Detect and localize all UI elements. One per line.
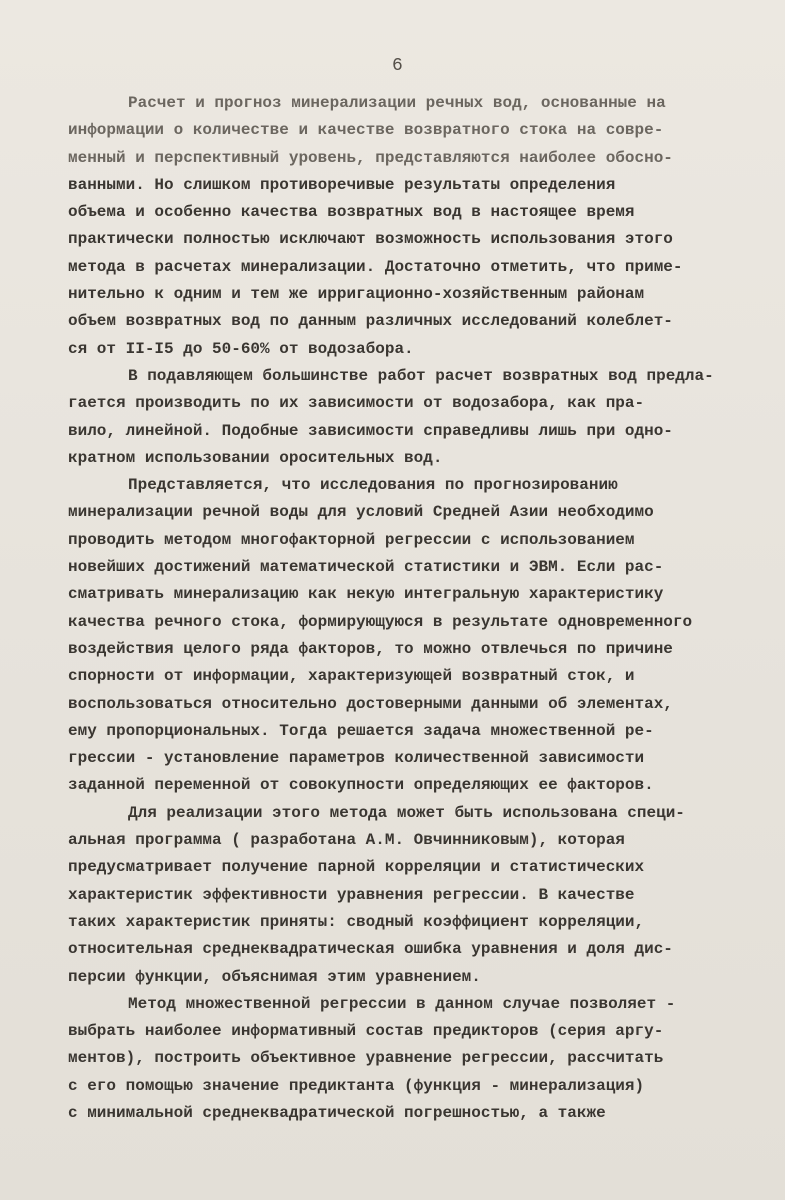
text-line: Расчет и прогноз минерализации речных вод, основанные на <box>128 94 666 112</box>
text-line: альная программа ( разработана А.М. Овчинниковым), которая <box>68 831 625 850</box>
text-line: Представляется, что исследования по прогнозированию <box>128 476 618 495</box>
page-number: 6 <box>392 56 403 76</box>
text-line: с минимальной среднеквадратической погрешностью, а также <box>68 1103 606 1122</box>
text-line: персии функции, объяснимая этим уравнением. <box>68 967 481 986</box>
text-line: проводить методом многофакторной регрессии с использованием <box>68 530 635 549</box>
text-line: с его помощью значение предиктанта (функция - минерализация) <box>68 1076 645 1095</box>
text-line: предусматривает получение парной корреляции и статистических <box>68 858 645 877</box>
document-body <box>68 90 768 1127</box>
text-line: грессии - установление параметров количественной зависимости <box>68 749 645 768</box>
text-line: нительно к одним и тем же ирригационно-хозяйственным районам <box>68 285 645 304</box>
text-line: ся от II-I5 до 50-60% от водозабора. <box>68 339 414 358</box>
text-line: менный и перспективный уровень, представляются наиболее обосно- <box>68 148 673 167</box>
text-line: сматривать минерализацию как некую интегральную характеристику <box>68 585 664 604</box>
text-line: Для реализации этого метода может быть использована специ- <box>128 803 685 822</box>
text-line: ему пропорциональных. Тогда решается задача множественной ре- <box>68 721 654 740</box>
text-line: кратном использовании оросительных вод. <box>68 448 443 467</box>
text-line: спорности от информации, характеризующей возвратный сток, и <box>68 667 635 686</box>
text-line: новейших достижений математической статистики и ЭВМ. Если рас- <box>68 558 664 577</box>
text-line: ментов), построить объективное уравнение регрессии, рассчитать <box>68 1049 664 1068</box>
text-line: практически полностью исключают возможность использования этого <box>68 230 673 249</box>
text-line: информации о количестве и качестве возвратного стока на совре- <box>68 121 664 140</box>
text-line: метода в расчетах минерализации. Достаточно отметить, что приме- <box>68 257 683 276</box>
text-line: таких характеристик приняты: сводный коэффициент корреляции, <box>68 912 645 931</box>
text-line: заданной переменной от совокупности определяющих ее факторов. <box>68 776 654 795</box>
text-line: объем возвратных вод по данным различных исследований колеблет- <box>68 312 673 331</box>
text-line: ванными. Но слишком противоречивые результаты определения <box>68 175 616 194</box>
text-line: выбрать наиболее информативный состав предикторов (серия аргу- <box>68 1022 664 1041</box>
text-line: вило, линейной. Подобные зависимости справедливы лишь при одно- <box>68 421 673 440</box>
text-line: качества речного стока, формирующуюся в результате одновременного <box>68 612 693 631</box>
text-line: Метод множественной регрессии в данном случае позволяет - <box>128 994 676 1013</box>
text-line: относительная среднеквадратическая ошибка уравнения и доля дис- <box>68 940 673 959</box>
text-line: минерализации речной воды для условий Средней Азии необходимо <box>68 503 654 522</box>
text-line: объема и особенно качества возвратных вод в настоящее время <box>68 203 635 222</box>
text-line: характеристик эффективности уравнения регрессии. В качестве <box>68 885 635 904</box>
text-line: гается производить по их зависимости от водозабора, как пра- <box>68 394 645 413</box>
text-line: В подавляющем большинстве работ расчет возвратных вод предла- <box>128 366 714 385</box>
text-line: воспользоваться относительно достоверными данными об элементах, <box>68 694 673 713</box>
text-line: воздействия целого ряда факторов, то можно отвлечься по причине <box>68 639 673 658</box>
